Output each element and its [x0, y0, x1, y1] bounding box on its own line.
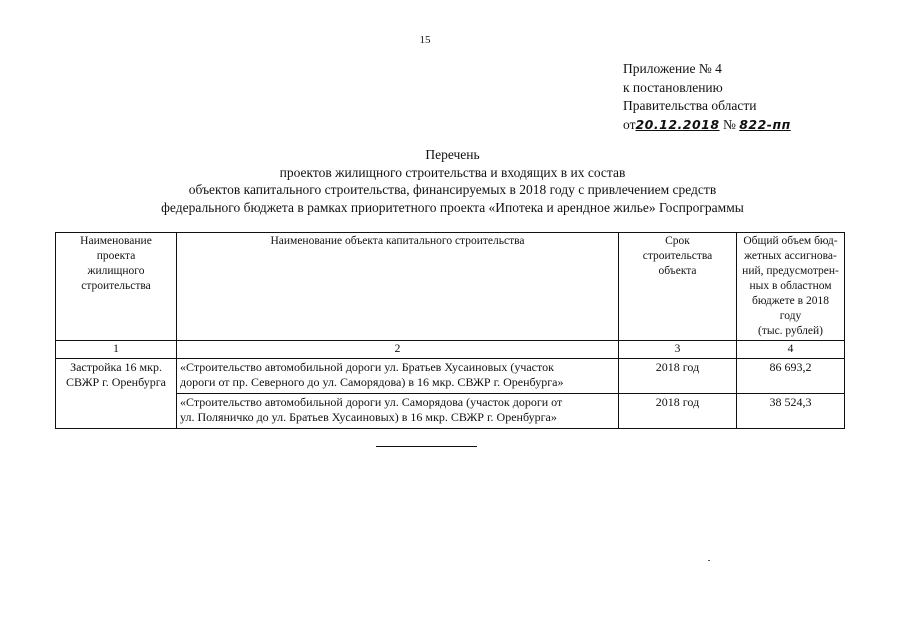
date-prefix: от [623, 116, 636, 132]
column-number-4: 4 [737, 341, 845, 359]
header-col4-line: бюджете в 2018 году [752, 295, 829, 322]
column-number-1: 1 [56, 341, 177, 359]
object-name-cell [177, 394, 619, 429]
appendix-line-2: к постановлению [623, 79, 723, 95]
amount-cell: 86 693,2 [737, 359, 845, 394]
term-cell: 2018 год [619, 359, 737, 394]
scan-dot [708, 560, 710, 561]
header-term [619, 233, 737, 341]
appendix-line-3: Правительства области [623, 98, 757, 113]
handwritten-date: 20.12.2018 [635, 116, 720, 132]
header-col4-line: ных в областном [749, 280, 832, 292]
table-row [56, 359, 845, 394]
appendix-date-line [623, 116, 791, 135]
header-col4-line: ний, предусмотрен- [742, 265, 839, 277]
amount-cell: 38 524,3 [737, 394, 845, 429]
title-line-3: объектов капитального строительства, финансируемых в 2018 году с привлечением средств [188, 182, 717, 197]
header-col3-line: строительства [642, 250, 713, 262]
object-name-line: дороги от пр. Северного до ул. Саморядова) в 16 мкр. СВЖР г. Оренбурга» [180, 375, 564, 389]
title-line-4: федерального бюджета в рамках приоритетного проекта «Ипотека и арендное жилье» Госпрограммы [161, 199, 744, 215]
project-name-line: Застройка 16 мкр. [70, 360, 162, 374]
end-of-document-line [376, 446, 477, 447]
table-header-row [56, 233, 845, 341]
number-prefix: № [722, 116, 736, 132]
header-col3-line: Срок [665, 235, 690, 247]
column-number-2: 2 [177, 341, 619, 359]
title-line-2: проектов жилищного строительства и входящих в их состав [279, 164, 626, 180]
header-budget-amount [737, 233, 845, 341]
header-col4-line: Общий объем бюд- [743, 235, 838, 247]
header-col1-line: строительства [81, 280, 151, 292]
page-number: 15 [419, 34, 431, 46]
term-cell: 2018 год [619, 394, 737, 429]
projects-table [55, 232, 845, 429]
header-col1-line: Наименование [80, 235, 152, 247]
appendix-line-1: Приложение № 4 [623, 61, 722, 76]
project-name-line: СВЖР г. Оренбурга [65, 375, 166, 389]
header-col1-line: жилищного [87, 265, 145, 277]
project-name-cell [56, 359, 177, 429]
column-numbers-row [56, 341, 845, 359]
object-name-cell [177, 359, 619, 394]
title-line-1: Перечень [425, 147, 480, 162]
object-name-line: «Строительство автомобильной дороги ул. Саморядова (участок дороги от [180, 395, 563, 409]
document-title [0, 146, 905, 216]
object-name-line: «Строительство автомобильной дороги ул. Братьев Хусаиновых (участок [180, 360, 554, 374]
header-col4-line: жетных ассигнова- [744, 250, 837, 262]
header-object-name: Наименование объекта капитального строительства [177, 233, 619, 341]
header-project-name [56, 233, 177, 341]
header-col1-line: проекта [96, 250, 136, 262]
appendix-block [623, 60, 791, 134]
header-col3-line: объекта [658, 265, 697, 277]
handwritten-number: 822-пп [739, 116, 791, 132]
header-col4-line: (тыс. рублей) [757, 325, 824, 337]
object-name-line: ул. Поляничко до ул. Братьев Хусаиновых) в 16 мкр. СВЖР г. Оренбурга» [180, 410, 557, 424]
column-number-3: 3 [619, 341, 737, 359]
